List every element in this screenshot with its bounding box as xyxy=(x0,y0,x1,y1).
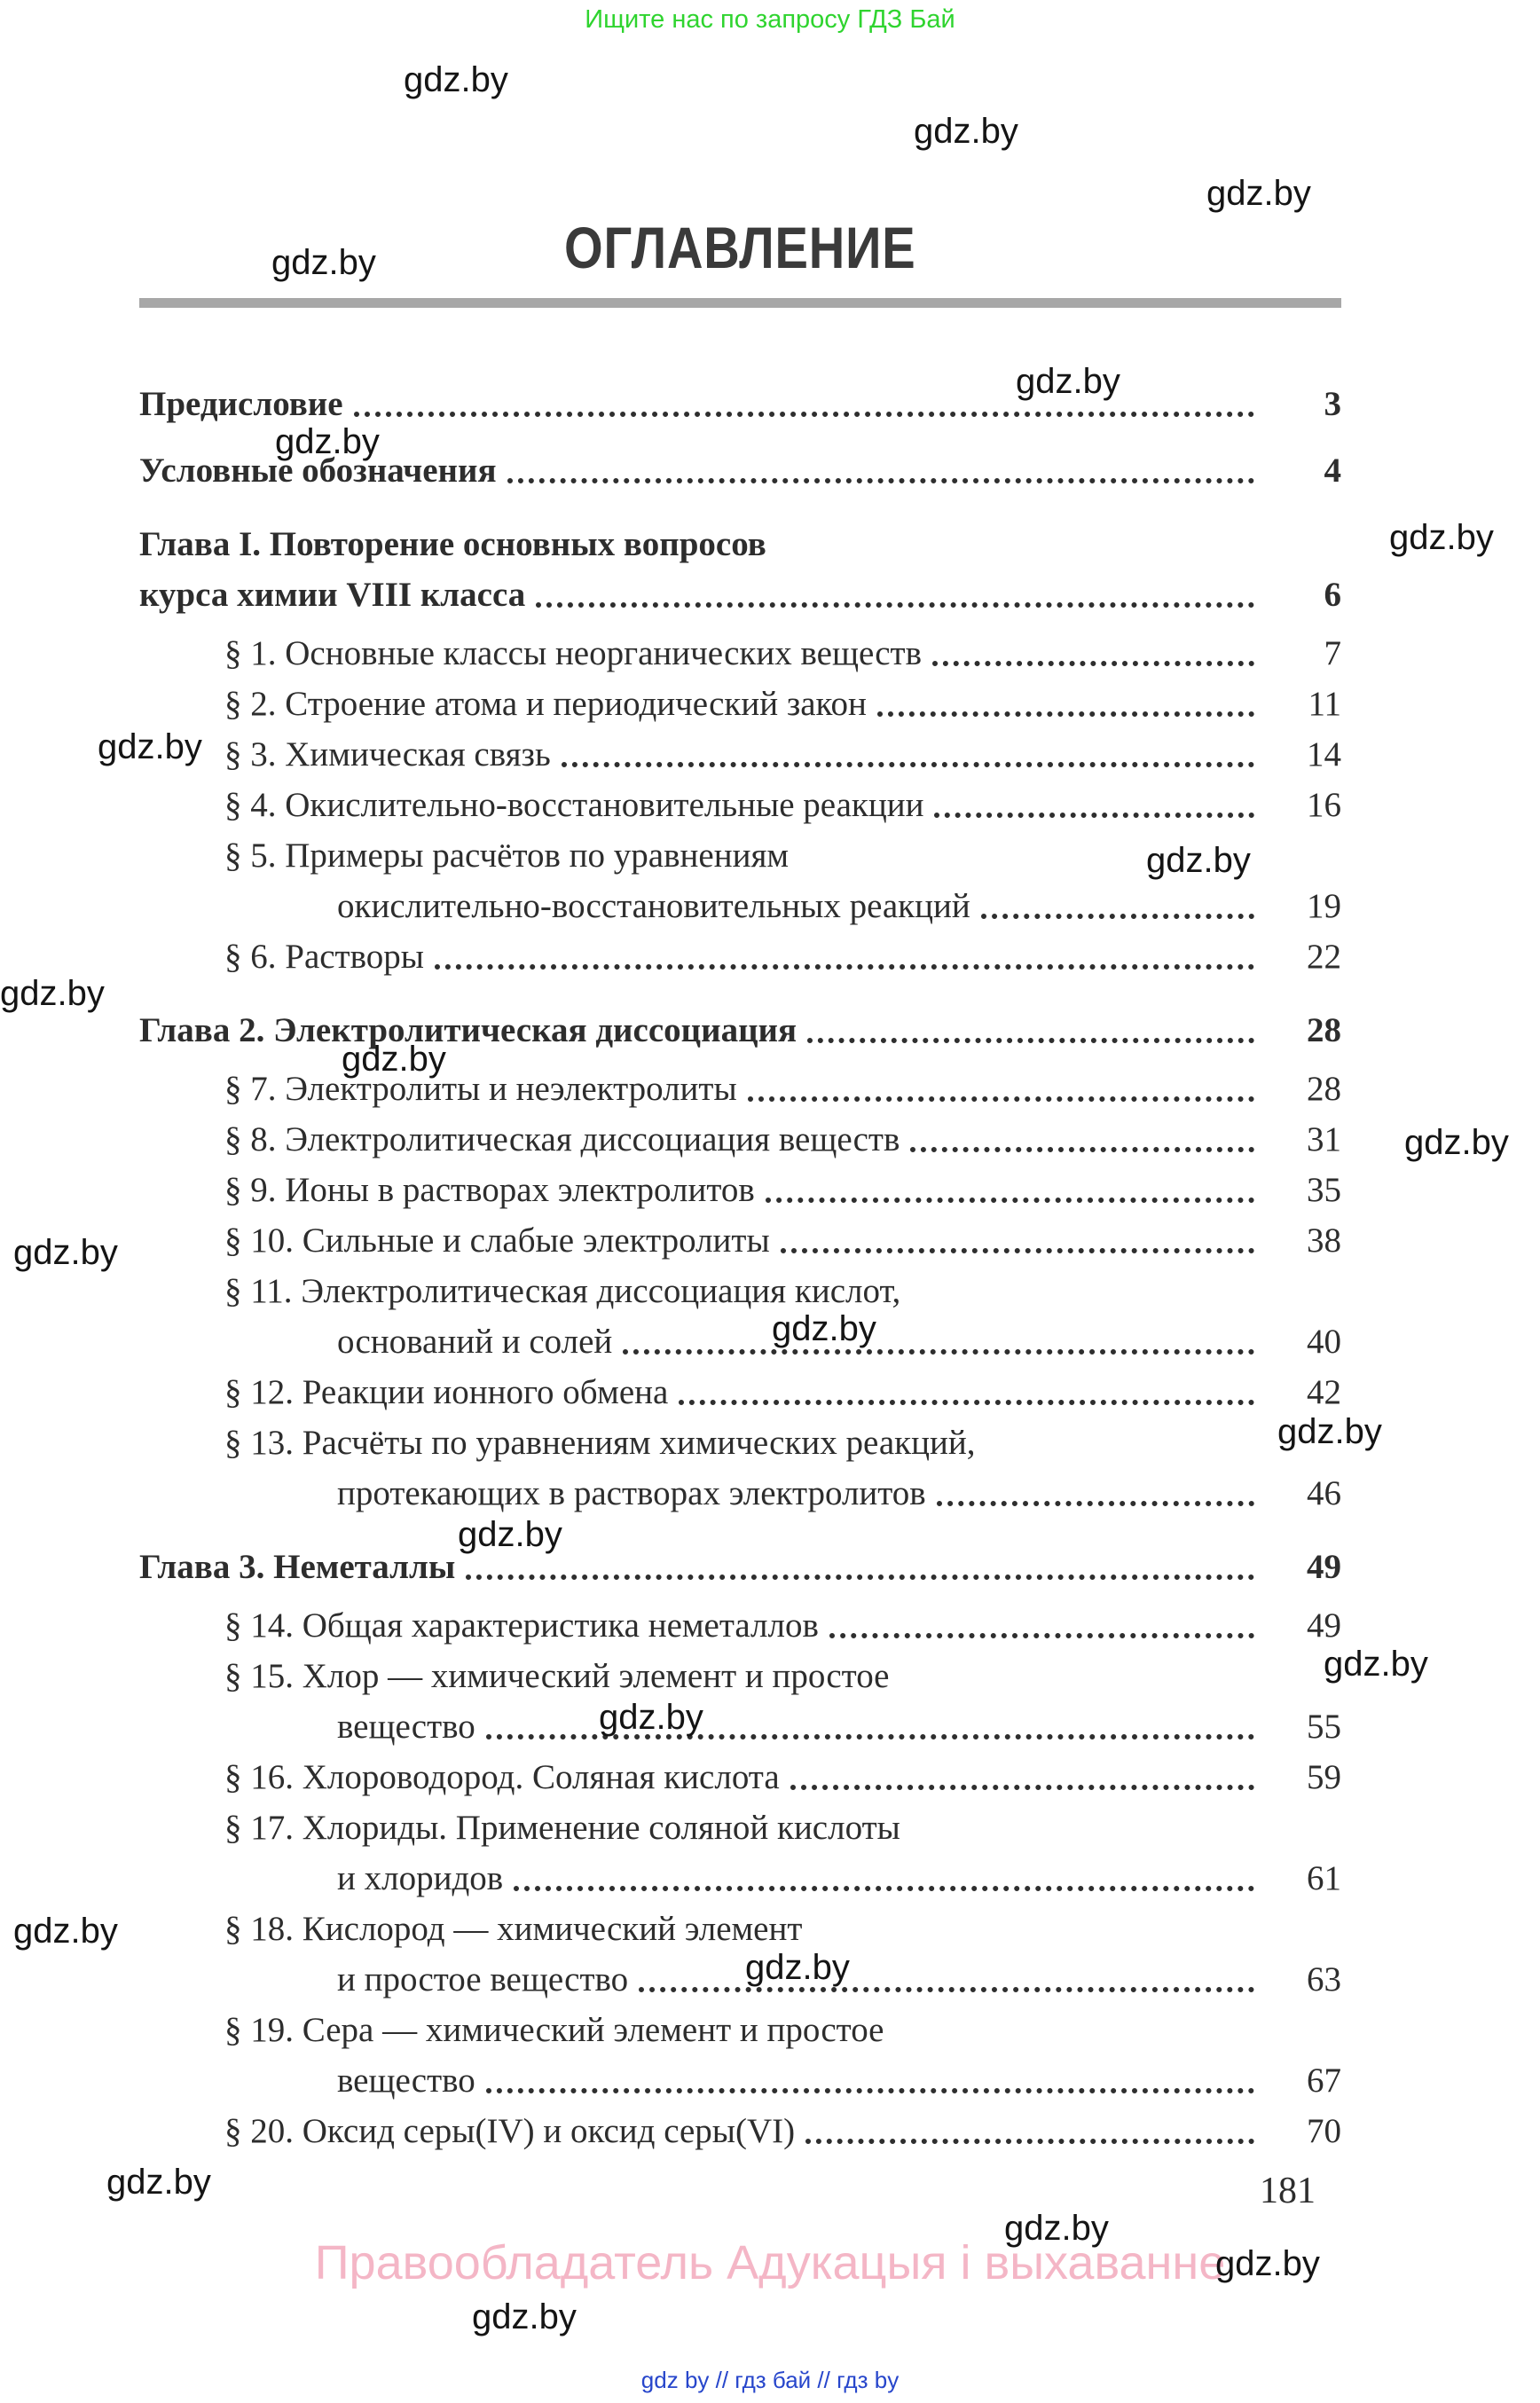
dot-leader xyxy=(937,1494,1254,1506)
toc-line xyxy=(139,2005,1341,2055)
toc-entry xyxy=(139,1005,1341,1056)
toc-line xyxy=(139,1114,1341,1165)
toc-label: вещество xyxy=(337,1708,475,1746)
toc-line xyxy=(139,729,1341,780)
toc-label: § 12. Реакции ионного обмена xyxy=(224,1373,669,1411)
toc-page-number: 19 xyxy=(1307,887,1341,925)
book-page-number: 181 xyxy=(1260,2171,1316,2211)
dot-leader xyxy=(748,1089,1254,1102)
toc-label: § 16. Хлороводород. Соляная кислота xyxy=(224,1758,780,1796)
table-of-contents xyxy=(139,379,1341,2156)
toc-label: протекающих в растворах электролитов xyxy=(337,1474,926,1512)
toc-page-number: 49 xyxy=(1307,1548,1341,1586)
gdz-watermark: gdz.by xyxy=(1146,841,1251,880)
toc-entry xyxy=(139,1904,1341,2005)
dot-leader xyxy=(623,1342,1254,1355)
dot-leader xyxy=(781,1241,1254,1253)
gdz-watermark: gdz.by xyxy=(914,112,1018,151)
dot-leader xyxy=(829,1626,1254,1638)
toc-label: § 2. Строение атома и периодический закон xyxy=(224,685,867,723)
toc-label: § 10. Сильные и слабые электролиты xyxy=(224,1221,770,1260)
gdz-watermark: gdz.by xyxy=(1404,1123,1509,1162)
toc-page-number: 61 xyxy=(1307,1859,1341,1897)
toc-label: § 9. Ионы в растворах электролитов xyxy=(224,1171,755,1209)
toc-page-number: 49 xyxy=(1307,1606,1341,1645)
dot-leader xyxy=(877,704,1254,717)
dot-leader xyxy=(639,1980,1254,1992)
gdz-watermark: gdz.by xyxy=(271,243,376,282)
toc-label: § 6. Растворы xyxy=(224,938,424,976)
gdz-watermark: gdz.by xyxy=(1215,2244,1320,2283)
toc-line xyxy=(139,1600,1341,1651)
toc-line xyxy=(139,1802,1341,1853)
gdz-watermark: gdz.by xyxy=(106,2163,211,2202)
toc-entry xyxy=(139,628,1341,679)
dot-leader xyxy=(486,2081,1254,2093)
dot-leader xyxy=(934,805,1254,818)
toc-label: § 4. Окислительно-восстановительные реакции xyxy=(224,786,924,824)
toc-label: § 17. Хлориды. Применение соляной кислоты xyxy=(224,1809,900,1847)
toc-label: § 18. Кислород — химический элемент xyxy=(224,1910,803,1948)
toc-page-number: 70 xyxy=(1307,2112,1341,2150)
toc-page-number: 55 xyxy=(1307,1708,1341,1746)
toc-label: § 3. Химическая связь xyxy=(224,735,551,774)
toc-line xyxy=(139,1266,1341,1316)
gdz-watermark: gdz.by xyxy=(745,1948,850,1987)
toc-label: Условные обозначения xyxy=(139,452,497,490)
gdz-watermark: gdz.by xyxy=(275,422,380,461)
toc-line xyxy=(139,1215,1341,1266)
toc-page-number: 3 xyxy=(1324,385,1341,423)
toc-label: вещество xyxy=(337,2061,475,2100)
toc-page-number: 35 xyxy=(1307,1171,1341,1209)
toc-entry xyxy=(139,679,1341,729)
gdz-watermark: gdz.by xyxy=(1277,1412,1382,1451)
toc-label: § 11. Электролитическая диссоциация кислот, xyxy=(224,1272,901,1310)
toc-label: § 5. Примеры расчётов по уравнениям xyxy=(224,836,790,875)
toc-entry xyxy=(139,1165,1341,1215)
toc-entry xyxy=(139,729,1341,780)
toc-label: и хлоридов xyxy=(337,1859,504,1897)
gdz-watermark: gdz.by xyxy=(1324,1645,1428,1684)
toc-page-number: 4 xyxy=(1324,452,1341,490)
dot-leader xyxy=(536,595,1254,608)
toc-page-number: 31 xyxy=(1307,1120,1341,1158)
toc-page-number: 42 xyxy=(1307,1373,1341,1411)
toc-line xyxy=(139,1367,1341,1417)
toc-entry xyxy=(139,1215,1341,1266)
dot-leader xyxy=(466,1567,1254,1580)
toc-line xyxy=(139,931,1341,982)
dot-leader xyxy=(679,1393,1254,1405)
dot-leader xyxy=(981,907,1254,919)
title-underline-rule xyxy=(139,298,1341,308)
gdz-watermark: gdz.by xyxy=(1206,174,1311,213)
toc-page-number: 14 xyxy=(1307,735,1341,774)
toc-label: Предисловие xyxy=(139,385,343,423)
toc-page-number: 67 xyxy=(1307,2061,1341,2100)
toc-label: § 7. Электролиты и неэлектролиты xyxy=(224,1070,737,1108)
gdz-watermark: gdz.by xyxy=(772,1309,876,1348)
toc-page-number: 28 xyxy=(1307,1070,1341,1108)
toc-label: Глава I. Повторение основных вопросов xyxy=(139,525,766,563)
footer-links: gdz by // гдз бай // гдз by xyxy=(640,2367,900,2393)
toc-entry xyxy=(139,2005,1341,2106)
dot-leader xyxy=(807,1031,1254,1043)
gdz-watermark: gdz.by xyxy=(1004,2209,1109,2248)
page-title: ОГЛАВЛЕНИЕ xyxy=(564,215,916,280)
gdz-watermark: gdz.by xyxy=(472,2297,577,2336)
toc-label: § 8. Электролитическая диссоциация веществ xyxy=(224,1120,900,1158)
dot-leader xyxy=(932,654,1254,666)
toc-page-number: 59 xyxy=(1307,1758,1341,1796)
gdz-watermark: gdz.by xyxy=(599,1698,703,1737)
toc-line xyxy=(139,1853,1341,1904)
toc-page-number: 28 xyxy=(1307,1011,1341,1049)
toc-label: § 13. Расчёты по уравнениям химических реакций, xyxy=(224,1424,976,1462)
gdz-watermark: gdz.by xyxy=(0,974,105,1013)
toc-entry xyxy=(139,780,1341,830)
toc-entry xyxy=(139,1417,1341,1519)
toc-entry xyxy=(139,931,1341,982)
toc-label: § 1. Основные классы неорганических веществ xyxy=(224,634,923,672)
gdz-watermark: gdz.by xyxy=(98,727,202,766)
toc-label: § 14. Общая характеристика неметаллов xyxy=(224,1606,819,1645)
toc-page-number: 7 xyxy=(1324,634,1341,672)
toc-page-number: 46 xyxy=(1307,1474,1341,1512)
toc-page-number: 16 xyxy=(1307,786,1341,824)
toc-line xyxy=(139,569,1341,620)
toc-line xyxy=(139,1542,1341,1592)
gdz-watermark: gdz.by xyxy=(404,60,508,99)
dot-leader xyxy=(507,471,1254,483)
gdz-watermark: gdz.by xyxy=(1016,362,1120,401)
toc-label: оснований и солей xyxy=(337,1323,613,1361)
toc-line xyxy=(139,519,1341,569)
dot-leader xyxy=(790,1778,1254,1790)
dot-leader xyxy=(562,755,1254,767)
gdz-watermark: gdz.by xyxy=(1389,518,1494,557)
toc-line xyxy=(139,1651,1341,1701)
toc-entry xyxy=(139,1266,1341,1367)
toc-label: и простое вещество xyxy=(337,1960,629,1999)
toc-entry xyxy=(139,1064,1341,1114)
gdz-watermark: gdz.by xyxy=(13,1233,118,1272)
toc-line xyxy=(139,1417,1341,1468)
toc-entry xyxy=(139,1802,1341,1904)
dot-leader xyxy=(435,957,1254,970)
toc-page-number: 6 xyxy=(1324,576,1341,614)
toc-entry xyxy=(139,1542,1341,1592)
toc-entry xyxy=(139,1367,1341,1417)
toc-line xyxy=(139,1752,1341,1802)
dot-leader xyxy=(910,1140,1254,1152)
gdz-watermark: gdz.by xyxy=(342,1040,446,1079)
toc-entry xyxy=(139,2106,1341,2156)
toc-line xyxy=(139,2106,1341,2156)
toc-line xyxy=(139,1468,1341,1519)
dot-leader xyxy=(805,2132,1254,2144)
toc-page-number: 63 xyxy=(1307,1960,1341,1999)
copyright-notice: Правообладатель Адукацыя і выхаванне xyxy=(314,2236,1226,2289)
toc-line xyxy=(139,1165,1341,1215)
toc-page-number: 22 xyxy=(1307,938,1341,976)
toc-label: курса химии VIII класса xyxy=(139,576,526,614)
toc-line xyxy=(139,628,1341,679)
toc-line xyxy=(139,1954,1341,2005)
toc-line xyxy=(139,679,1341,729)
dot-leader xyxy=(354,404,1254,417)
gdz-watermark: gdz.by xyxy=(458,1515,562,1554)
toc-page-number: 11 xyxy=(1308,685,1341,723)
toc-label: § 15. Хлор — химический элемент и простое xyxy=(224,1657,890,1695)
toc-line xyxy=(139,1064,1341,1114)
toc-label: окислительно-восстановительных реакций xyxy=(337,887,970,925)
dot-leader xyxy=(514,1879,1254,1891)
dot-leader xyxy=(766,1190,1254,1203)
toc-line xyxy=(139,881,1341,931)
toc-line xyxy=(139,1005,1341,1056)
toc-line xyxy=(139,780,1341,830)
toc-label: Глава 2. Электролитическая диссоциация xyxy=(139,1011,798,1049)
toc-label: § 19. Сера — химический элемент и простое xyxy=(224,2011,884,2049)
toc-entry xyxy=(139,519,1341,620)
toc-page-number: 38 xyxy=(1307,1221,1341,1260)
gdz-watermark: gdz.by xyxy=(13,1912,118,1951)
toc-line xyxy=(139,2055,1341,2106)
toc-line xyxy=(139,1701,1341,1752)
promo-banner: Ищите нас по запросу ГДЗ Бай xyxy=(585,5,955,34)
toc-entry xyxy=(139,1114,1341,1165)
toc-label: Глава 3. Неметаллы xyxy=(139,1548,456,1586)
toc-line xyxy=(139,1316,1341,1367)
toc-entry xyxy=(139,1651,1341,1752)
toc-line xyxy=(139,1904,1341,1954)
toc-label: § 20. Оксид серы(IV) и оксид серы(VI) xyxy=(224,2112,796,2150)
toc-entry xyxy=(139,1752,1341,1802)
toc-page-number: 40 xyxy=(1307,1323,1341,1361)
toc-entry xyxy=(139,1600,1341,1651)
